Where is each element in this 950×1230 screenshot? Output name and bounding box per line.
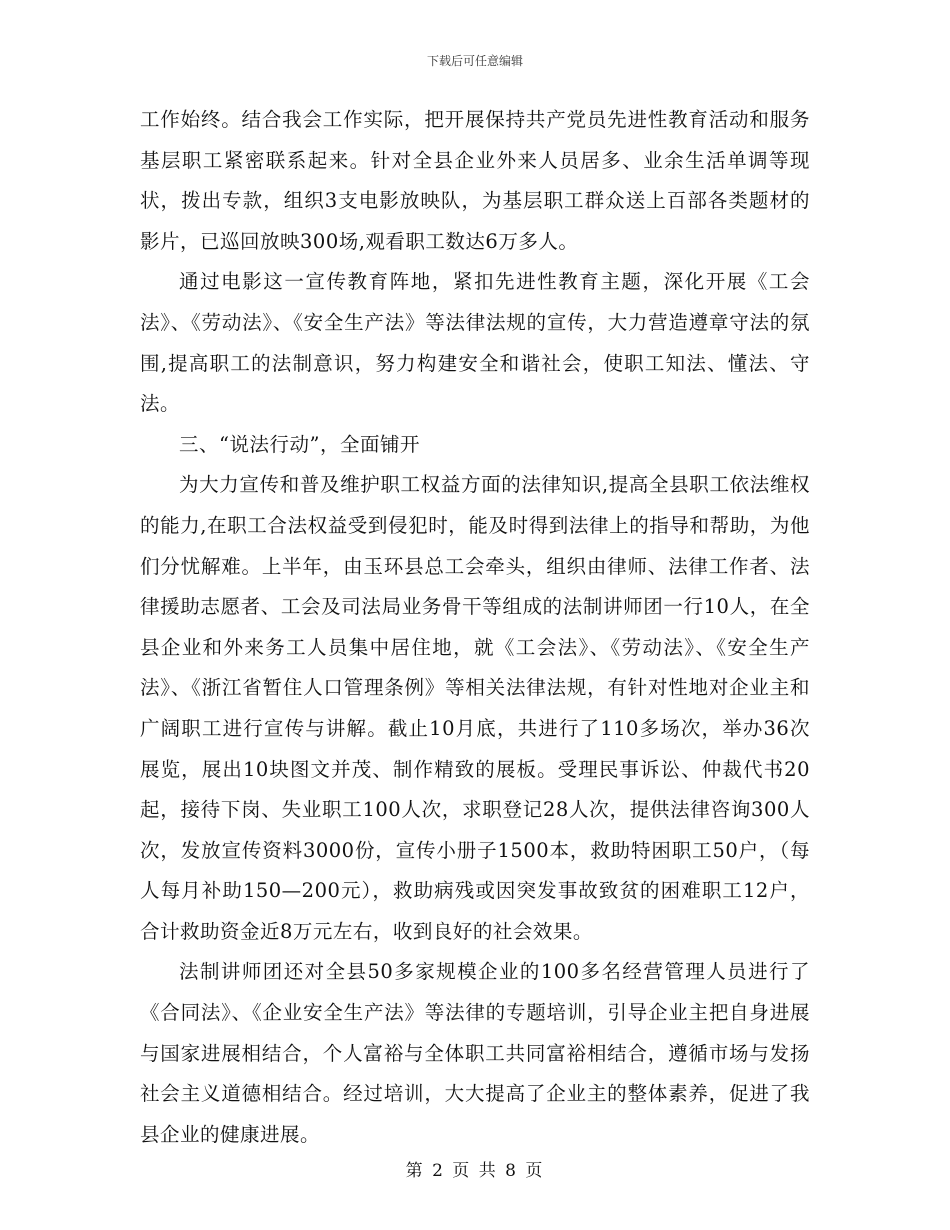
document-body [140,100,810,1155]
paragraph-5: 法制讲师团还对全县50多家规模企业的100多名经营管理人员进行了《合同法》、《企业安全生产法》等法律的专题培训，引导企业主把自身进展与国家进展相结合，个人富裕与全体职工共同富裕相结合，遵循市场与发扬社会主义道德相结合。经过培训，大大提高了企业主的整体素养，促进了我县企业的健康进展。 [140,960,810,1146]
paragraph-2: 通过电影这一宣传教育阵地，紧扣先进性教育主题，深化开展《工会法》、《劳动法》、《安全生产法》等法律法规的宣传，大力营造遵章守法的氛围,提高职工的法制意识，努力构建安全和谐社会，使职工知法、懂法、守法。 [140,270,810,416]
header-note: 下载后可任意编辑 [426,54,523,68]
paragraph-1: 工作始终。结合我会工作实际，把开展保持共产党员先进性教育活动和服务基层职工紧密联系起来。针对全县企业外来人员居多、业余生活单调等现状，拨出专款，组织3支电影放映队，为基层职工群众送上百部各类题材的影片，已巡回放映300场,观看职工数达6万多人。 [140,108,810,253]
section-heading-3: 三、“说法行动”，全面铺开 [179,432,420,456]
paragraph-4: 为大力宣传和普及维护职工权益方面的法律知识,提高全县职工依法维权的能力,在职工合法权益受到侵犯时，能及时得到法律上的指导和帮助，为他们分忧解难。上半年，由玉环县总工会牵头，组织由律师、法律工作者、法律援助志愿者、工会及司法局业务骨干等组成的法制讲师团一行10人，在全县企业和外来务工人员集中居住地，就《工会法》、《劳动法》、《安全生产法》、《浙江省暂住人口管理条例》等相关法律法规，有针对性地对企业主和广阔职工进行宣传与讲解。截止10月底，共进行了110多场次，举办36次展览，展出10块图文并茂、制作精致的展板。受理民事诉讼、仲裁代书20起，接待下岗、失业职工100人次，求职登记28人次，提供法律咨询300人次，发放宣传资料3000份，宣传小册子1500本，救助特困职工50户，（每人每月补助150—200元），救助病残或因突发事故致贫的困难职工12户，合计救助资金近8万元左右，收到良好的社会效果。 [140,473,810,943]
page-number: 第 2 页 共 8 页 [405,1161,545,1181]
